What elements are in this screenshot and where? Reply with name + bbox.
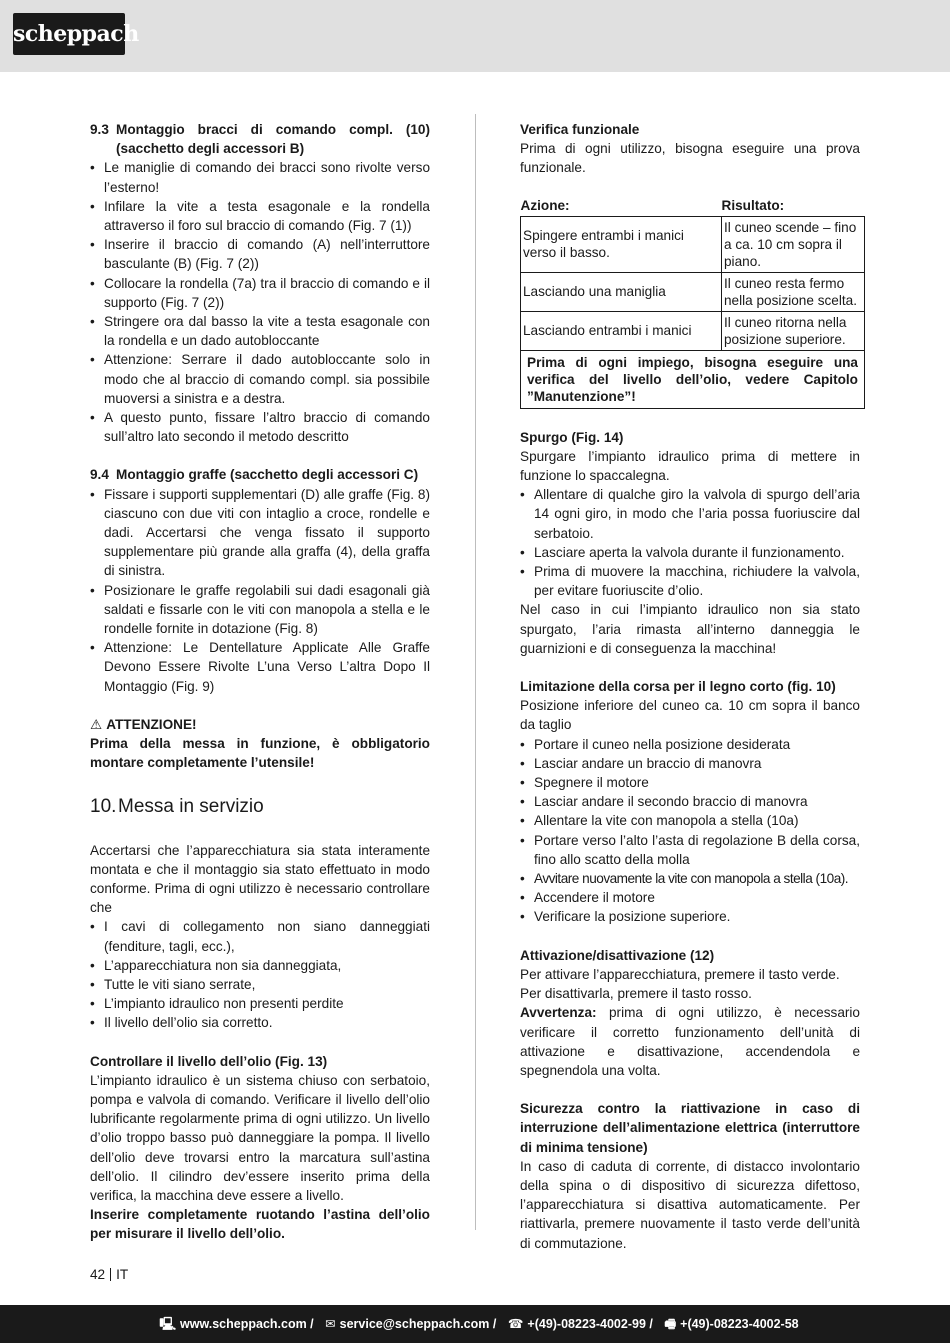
table-header-action: Azione: <box>521 197 722 217</box>
section-9-3-list <box>90 158 430 446</box>
list-item: • I cavi di collegamento non siano danneggiati (fenditure, tagli, ecc.), <box>90 917 430 955</box>
footer-email-link[interactable]: service@scheppach.com / <box>339 1317 497 1331</box>
list-item: • Verificare la posizione superiore. <box>520 907 860 926</box>
list-item: • Allentare la vite con manopola a stella (10a) <box>520 811 860 830</box>
list-item: • Attenzione: Serrare il dado autobloccante solo in modo che al braccio di comando compl. sia possibile muoversi a sinistra e a destra. <box>90 350 430 408</box>
list-item: • Tutte le viti siano serrate, <box>90 975 430 994</box>
switch-heading: Attivazione/disattivazione (12) <box>520 947 715 963</box>
list-item: • L’apparecchiatura non sia danneggiata, <box>90 956 430 975</box>
list-item: • Lasciar andare il secondo braccio di manovra <box>520 792 860 811</box>
page-number: 42 IT <box>90 1267 129 1282</box>
limit-heading: Limitazione della corsa per il legno corto (fig. 10) <box>520 679 836 695</box>
header-band <box>0 0 950 72</box>
verifica-paragraph: Prima di ogni utilizzo, bisogna eseguire una prova funzionale. <box>520 141 860 176</box>
email-icon: ✉ <box>325 1317 336 1331</box>
switch-warning: Avvertenza: prima di ogni utilizzo, è necessario verificare il corretto funzionamento dell’unità di attivazione e disattivazione, accendendola e spegnendola una volta. <box>520 1005 860 1078</box>
list-item: • Portare il cuneo nella posizione desiderata <box>520 735 860 754</box>
scheppach-logo: scheppach <box>13 13 125 55</box>
fax-icon: 🖷 <box>664 1317 677 1331</box>
switch-line-2: Per disattivarla, premere il tasto rosso. <box>520 986 752 1002</box>
table-row: Spingere entrambi i manici verso il basso. Il cuneo scende – fino a ca. 10 cm sopra il piano. <box>521 216 865 272</box>
list-item: • Lasciare aperta la valvola durante il funzionamento. <box>520 543 860 562</box>
list-item: • Infilare la vite a testa esagonale e la rondella attraverso il foro sul braccio di comando (Fig. 7 (1)) <box>90 197 430 235</box>
spurgo-after-paragraph: Nel caso in cui l’impianto idraulico non sia stato spurgato, l’aria rimasta all’interno danneggia le guarnizioni e di conseguenza la macchina! <box>520 602 860 656</box>
list-item: • Il livello dell’olio sia corretto. <box>90 1013 430 1032</box>
list-item: • Spegnere il motore <box>520 773 860 792</box>
limit-list <box>520 735 860 927</box>
footer-web-link[interactable]: www.scheppach.com / <box>180 1317 314 1331</box>
footer-fax: +(49)-08223-4002-58 <box>680 1317 799 1331</box>
footer-bar <box>0 1305 950 1343</box>
footer-phone: +(49)-08223-4002-99 / <box>527 1317 653 1331</box>
computer-icon: 🖳 <box>159 1317 177 1331</box>
table-row: Lasciando entrambi i manici Il cuneo ritorna nella posizione superiore. <box>521 311 865 350</box>
spurgo-list <box>520 485 860 600</box>
oil-paragraph: L’impianto idraulico è un sistema chiuso con serbatoio, pompa e valvola di comando. Verificare il livello dell’olio lubrificante regolarmente prima di ogni utilizzo. Un livello d’olio troppo basso può danneggiare la pompa. Il livello dell’olio deve trovarsi entro la marcatura sull’astina dell’olio. Il cilindro dev’essere inserito prima della verifica, la macchina deve essere a livello. <box>90 1072 430 1203</box>
list-item: • Portare verso l’alto l’asta di regolazione B della corsa, fino allo scatto della molla <box>520 831 860 869</box>
list-item: • Lasciar andare un braccio di manovra <box>520 754 860 773</box>
phone-icon: ☎ <box>507 1317 524 1331</box>
right-column <box>520 120 860 1253</box>
list-item: • Accendere il motore <box>520 888 860 907</box>
list-item: • Avvitare nuovamente la vite con manopola a stella (10a). <box>520 869 860 888</box>
list-item: • Stringere ora dal basso la vite a testa esagonale con la rondella e un dado autobloccante <box>90 312 430 350</box>
left-column <box>90 120 430 1244</box>
column-divider <box>475 114 476 1230</box>
section-9-4-heading: 9.4 Montaggio graffe (sacchetto degli accessori C) <box>90 467 419 483</box>
oil-bold-paragraph: Inserire completamente ruotando l’astina dell’olio per misurare il livello dell’olio. <box>90 1207 430 1242</box>
page-separator <box>110 1268 111 1281</box>
warning-triangle-icon: ⚠ <box>90 716 103 732</box>
list-item: • Collocare la rondella (7a) tra il braccio di comando e il supporto (Fig. 7 (2)) <box>90 274 430 312</box>
spurgo-heading: Spurgo (Fig. 14) <box>520 429 624 445</box>
list-item: • Prima di muovere la macchina, richiudere la valvola, per evitare fuoriuscite d’olio. <box>520 562 860 600</box>
safety-paragraph: In caso di caduta di corrente, di distacco involontario della spina o di dispositivo di sicurezza difettoso, l’apparecchiatura si disattiva automaticamente. Per riattivarla, premere nuovamente il tasto verde dell’unità di commutazione. <box>520 1158 860 1251</box>
list-item: • A questo punto, fissare l’altro braccio di comando sull’altro lato secondo il metodo descritto <box>90 408 430 446</box>
safety-heading: Sicurezza contro la riattivazione in caso di interruzione dell’alimentazione elettrica (interruttore di minima tensione) <box>520 1101 860 1155</box>
checks-list <box>90 917 430 1032</box>
warning-block: ⚠ ATTENZIONE! Prima della messa in funzione, è obbligatorio montare completamente l’utensile! <box>90 715 430 773</box>
list-item: • Le maniglie di comando dei bracci sono rivolte verso l’esterno! <box>90 158 430 196</box>
list-item: • Inserire il braccio di comando (A) nell’interruttore basculante (B) (Fig. 7 (2)) <box>90 235 430 273</box>
chapter-heading: 10.Messa in servizio <box>90 795 264 817</box>
list-item: • Allentare di qualche giro la valvola di spurgo dell’aria 14 ogni giro, in modo che l’aria possa fuoriuscire dal serbatoio. <box>520 485 860 543</box>
table-header-result: Risultato: <box>722 197 865 217</box>
switch-line-1: Per attivare l’apparecchiatura, premere il tasto verde. <box>520 966 840 982</box>
table-note-row: Prima di ogni impiego, bisogna eseguire una verifica del livello dell’olio, vedere Capitolo ”Manutenzione”! <box>521 350 865 408</box>
list-item: • Fissare i supporti supplementari (D) alle graffe (Fig. 8) ciascuno con due viti con intaglio a croce, rondelle e dadi. Accertarsi che venga fissato il supporto supplementare più grande alla graffa (4), della graffa di sinistra. <box>90 485 430 581</box>
table-row: Lasciando una maniglia Il cuneo resta fermo nella posizione scelta. <box>521 272 865 311</box>
list-item: • Attenzione: Le Dentellature Applicate Alle Graffe Devono Essere Rivolte L’una Verso L’altra Dopo Il Montaggio (Fig. 9) <box>90 638 430 696</box>
list-item: • L’impianto idraulico non presenti perdite <box>90 994 430 1013</box>
limit-paragraph: Posizione inferiore del cuneo ca. 10 cm sopra il banco da taglio <box>520 698 860 733</box>
list-item: • Posizionare le graffe regolabili sui dadi esagonali già saldati e fissarle con le viti con manopola a stella e le rondelle fornite in dotazione (Fig. 8) <box>90 581 430 639</box>
warning-text: Prima della messa in funzione, è obbligatorio montare completamente l’utensile! <box>90 736 430 771</box>
spurgo-paragraph: Spurgare l’impianto idraulico prima di mettere in funzione lo spaccalegna. <box>520 448 860 484</box>
oil-heading: Controllare il livello dell’olio (Fig. 13) <box>90 1053 328 1069</box>
intro-paragraph: Accertarsi che l’apparecchiatura sia stata interamente montata e che il montaggio sia stato effettuato in modo conforme. Prima di ogni utilizzo è necessario controllare che <box>90 842 430 916</box>
verifica-heading: Verifica funzionale <box>520 122 640 137</box>
section-9-3-heading: 9.3 Montaggio bracci di comando compl. (10) (sacchetto degli accessori B) <box>90 122 430 157</box>
function-test-table <box>520 197 865 409</box>
section-9-4-list <box>90 485 430 696</box>
